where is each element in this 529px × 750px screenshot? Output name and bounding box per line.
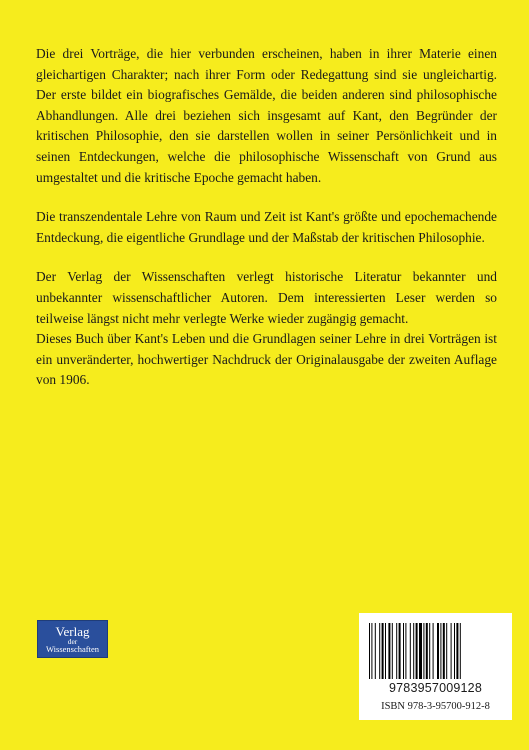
barcode-icon bbox=[367, 623, 504, 681]
publisher-logo bbox=[37, 620, 108, 658]
logo-line-der: der bbox=[67, 637, 78, 646]
back-cover-text bbox=[36, 44, 497, 391]
isbn-label: ISBN 978-3-95700-912-8 bbox=[381, 701, 490, 712]
barcode-number: 9783957009128 bbox=[389, 681, 482, 695]
paragraph-intro: Die drei Vorträge, die hier verbunden erscheinen, haben in ihrer Materie einen gleichartigen Charakter; nach ihrer Form oder Redegattung sind sie ungleichartig. Der erste bildet ein biografisches Gemälde, die beiden anderen sind philosophische Abhandlungen. Alle drei beziehen sich insgesamt auf Kant, den Begründer der kritischen Philosophie, den sie darstellen wollen in seiner Persönlichkeit und in seinen Entdeckungen, welche die philosophische Wissenschaft von Grund aus umgestaltet und die kritische Epoche gemacht haben. bbox=[36, 46, 497, 185]
paragraph-space-time: Die transzendentale Lehre von Raum und Zeit ist Kant's größte und epochemachende Entdeckung, die eigentliche Grundlage und der Maßstab der kritischen Philosophie. bbox=[36, 209, 497, 245]
barcode-area bbox=[359, 613, 512, 720]
paragraph-edition: Dieses Buch über Kant's Leben und die Grundlagen seiner Lehre in drei Vorträgen ist ein unveränderter, hochwertiger Nachdruck der Originalausgabe der zweiten Auflage von 1906. bbox=[36, 331, 497, 388]
paragraph-publisher: Der Verlag der Wissenschaften verlegt historische Literatur bekannter und unbekannter wissenschaftlicher Autoren. Dem interessierten Leser werden so teilweise längst nicht mehr verlegte Werke wieder zugängig gemacht. bbox=[36, 269, 497, 326]
logo-line-wissenschaften: Wissenschaften bbox=[45, 644, 99, 654]
logo-line-verlag: Verlag bbox=[55, 624, 90, 639]
